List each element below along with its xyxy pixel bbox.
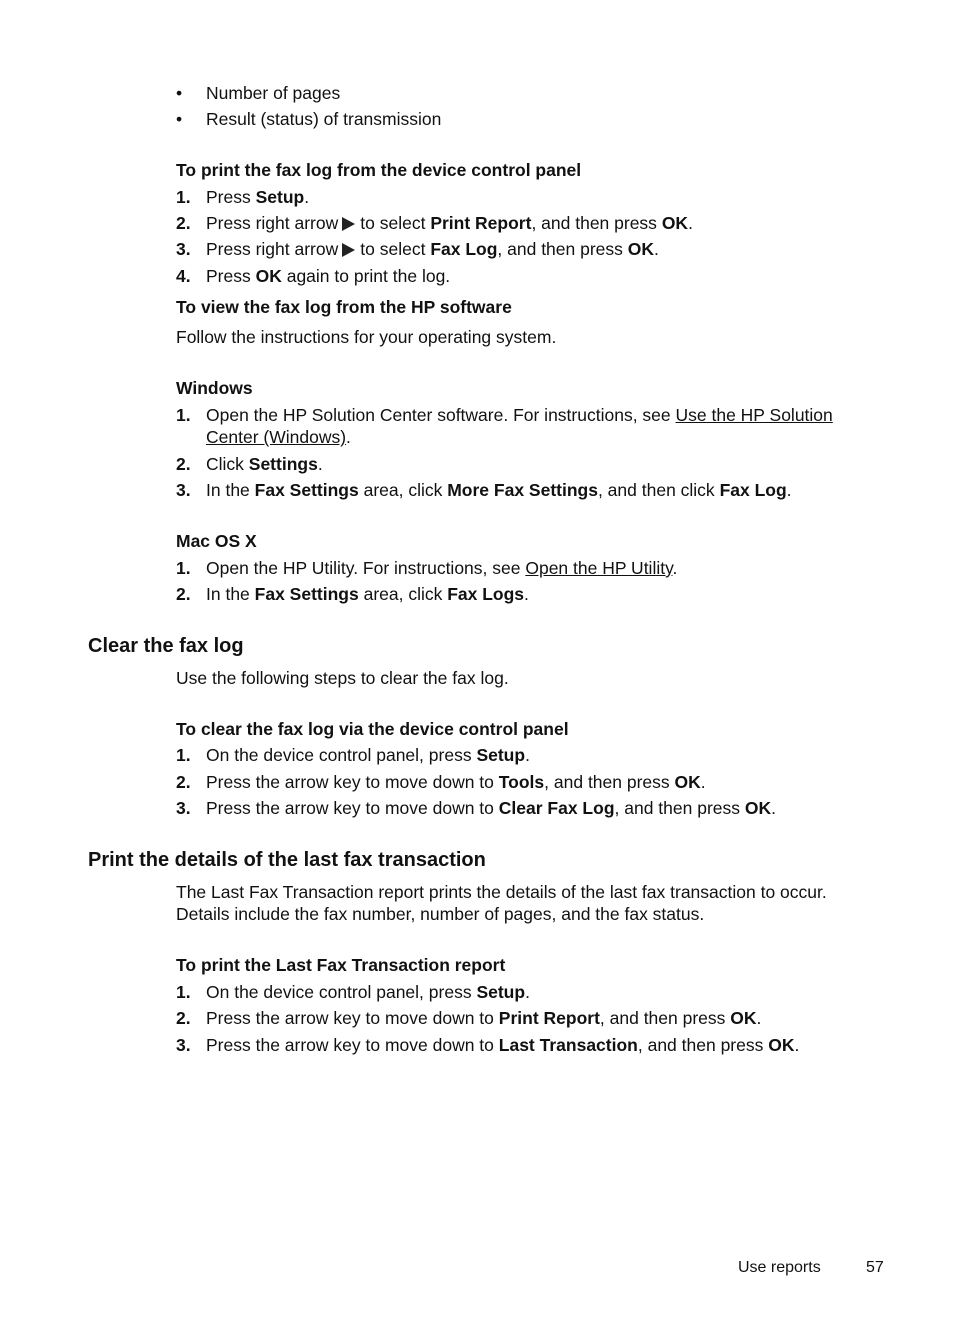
step-number: 3.: [176, 239, 191, 259]
step-text-continued: Center (Windows).: [206, 427, 351, 447]
step-number: 1.: [176, 745, 191, 765]
step-number: 2.: [176, 1008, 191, 1028]
step-text: In the Fax Settings area, click More Fax Settings, and then click Fax Log.: [206, 480, 792, 500]
os-heading-mac: Mac OS X: [176, 531, 257, 551]
bullet-marker: •: [176, 109, 183, 129]
step-text: Press OK again to print the log.: [206, 266, 451, 286]
bullet-marker: •: [176, 83, 183, 103]
section-title: Clear the fax log: [88, 635, 244, 657]
step-number: 3.: [176, 1035, 191, 1055]
step-text: Click Settings.: [206, 454, 323, 474]
step-number: 1.: [176, 982, 191, 1002]
paragraph: Follow the instructions for your operating system.: [176, 327, 557, 347]
step-text: Press Setup.: [206, 187, 310, 207]
step-text: In the Fax Settings area, click Fax Logs.: [206, 584, 529, 604]
step-number: 1.: [176, 558, 191, 578]
bullet-item: Number of pages: [206, 83, 341, 103]
footer-section-name: Use reports: [738, 1259, 821, 1276]
step-number: 2.: [176, 772, 191, 792]
step-text: Press the arrow key to move down to Print Report, and then press OK.: [206, 1008, 762, 1028]
step-number: 3.: [176, 480, 191, 500]
step-text: On the device control panel, press Setup.: [206, 982, 530, 1002]
step-text: Press the arrow key to move down to Last Transaction, and then press OK.: [206, 1035, 800, 1055]
os-heading-windows: Windows: [176, 378, 253, 398]
link-use-hp-solution-center[interactable]: Use the HP Solution: [675, 405, 833, 425]
step-number: 2.: [176, 454, 191, 474]
link-use-hp-solution-center[interactable]: Center (Windows): [206, 427, 347, 447]
step-text: Open the HP Solution Center software. For instructions, see Use the HP Solution: [206, 405, 833, 425]
procedure-heading: To print the Last Fax Transaction report: [176, 955, 506, 975]
section-title: Print the details of the last fax transaction: [88, 849, 486, 871]
step-number: 1.: [176, 405, 191, 425]
step-number: 4.: [176, 266, 191, 286]
procedure-heading: To print the fax log from the device control panel: [176, 160, 582, 180]
paragraph: The Last Fax Transaction report prints the details of the last fax transaction to occur.: [176, 882, 827, 902]
step-number: 2.: [176, 584, 191, 604]
step-text: Open the HP Utility. For instructions, see Open the HP Utility.: [206, 558, 678, 578]
step-text: On the device control panel, press Setup.: [206, 745, 530, 765]
page-number: 57: [866, 1259, 884, 1276]
link-open-hp-utility[interactable]: Open the HP Utility: [525, 558, 673, 578]
step-text: Press the arrow key to move down to Tools, and then press OK.: [206, 772, 706, 792]
step-number: 2.: [176, 213, 191, 233]
paragraph: Use the following steps to clear the fax log.: [176, 668, 509, 688]
procedure-heading: To clear the fax log via the device control panel: [176, 719, 569, 739]
step-text: Press right arrow to select Print Report, and then press OK.: [206, 213, 693, 233]
right-arrow-icon: [342, 243, 355, 257]
right-arrow-icon: [342, 217, 355, 231]
bullet-item: Result (status) of transmission: [206, 109, 442, 129]
procedure-heading: To view the fax log from the HP software: [176, 297, 512, 317]
paragraph: Details include the fax number, number of pages, and the fax status.: [176, 904, 705, 924]
step-text: Press the arrow key to move down to Clear Fax Log, and then press OK.: [206, 798, 777, 818]
step-number: 3.: [176, 798, 191, 818]
step-number: 1.: [176, 187, 191, 207]
step-text: Press right arrow to select Fax Log, and then press OK.: [206, 239, 659, 259]
